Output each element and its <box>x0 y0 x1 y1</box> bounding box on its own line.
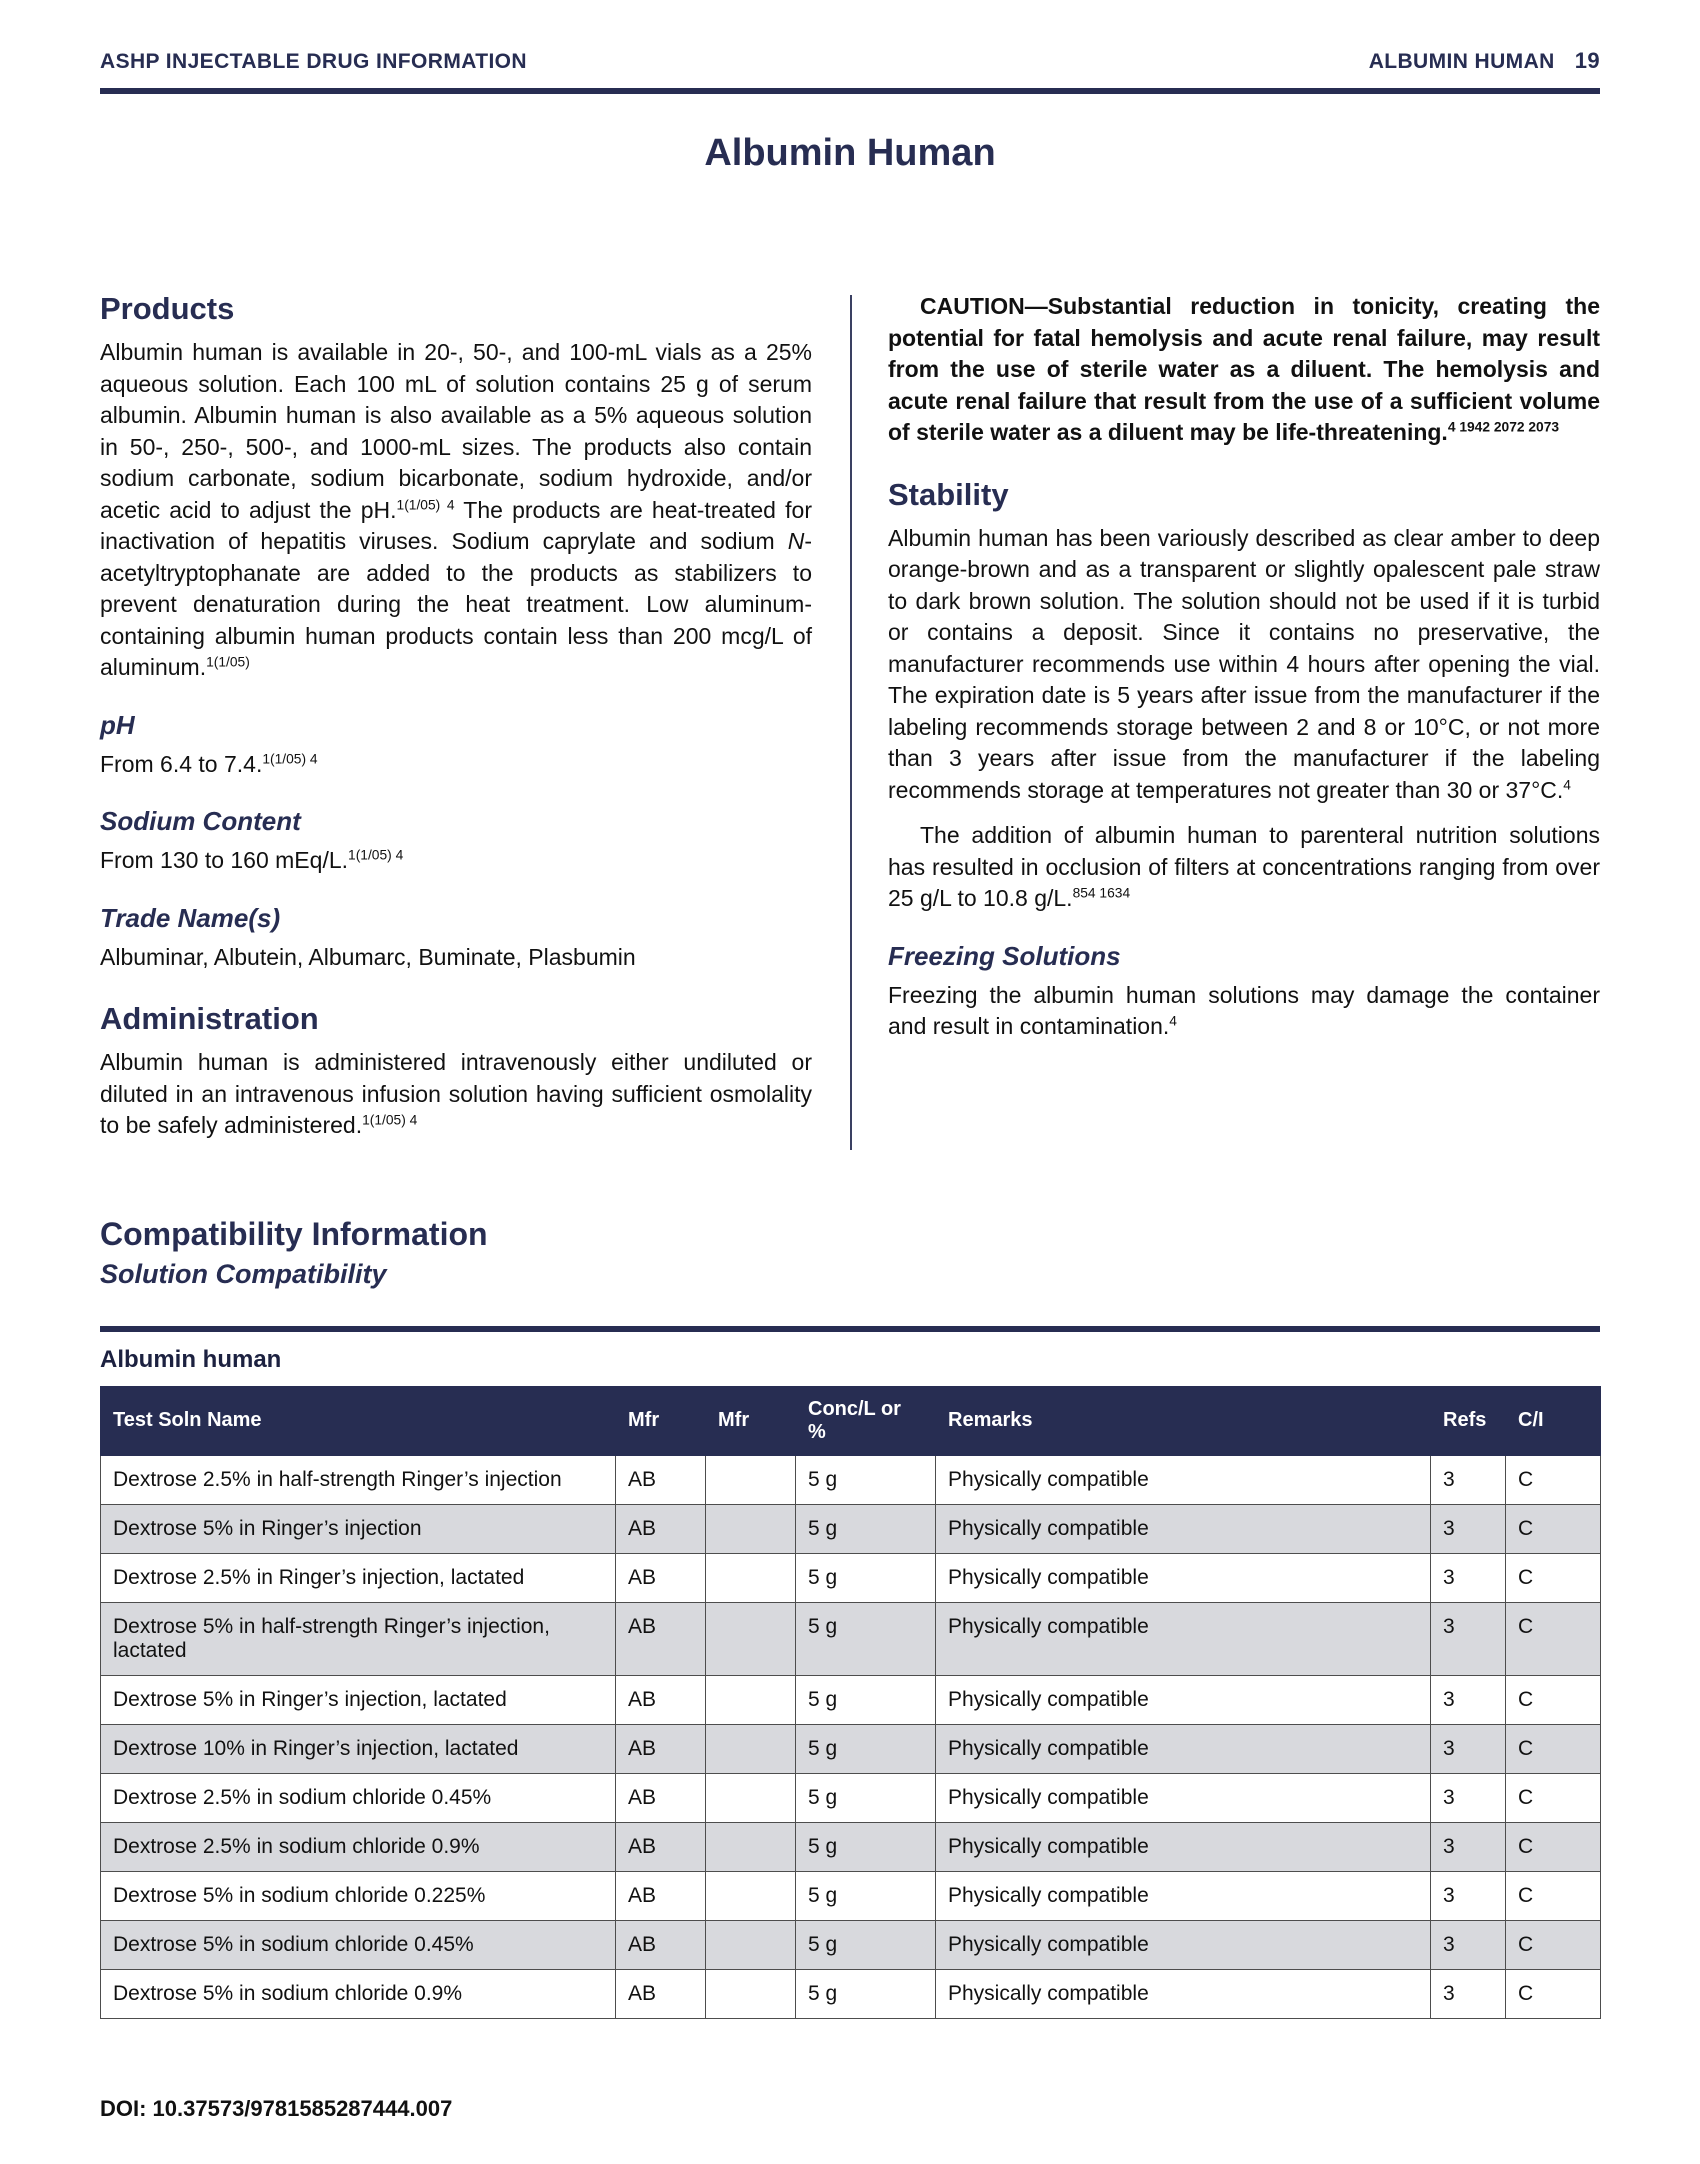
table-cell: AB <box>616 1602 706 1675</box>
table-body <box>101 1455 1601 2018</box>
table-cell: Physically compatible <box>936 1822 1431 1871</box>
table-cell <box>706 1504 796 1553</box>
table-cell: 3 <box>1431 1602 1506 1675</box>
table-cell <box>706 1602 796 1675</box>
table-cell: Physically compatible <box>936 1455 1431 1504</box>
table-cell <box>706 1920 796 1969</box>
left-column <box>100 291 812 1150</box>
stability-paragraph-2: The addition of albumin human to parenteral nutrition solutions has resulted in occlusion of filters at concentrations ranging from over 25 g/L to 10.8 g/L.$^{854 1634}$ <box>888 822 1600 911</box>
table-cell: C <box>1506 1602 1601 1675</box>
compatibility-heading: Compatibility Information <box>100 1215 488 1252</box>
table-cell: C <box>1506 1920 1601 1969</box>
table-cell: 3 <box>1431 1455 1506 1504</box>
table-cell: 3 <box>1431 1675 1506 1724</box>
table-cell: 5 g <box>796 1455 936 1504</box>
table-cell <box>706 1822 796 1871</box>
table-label: Albumin human <box>100 1345 282 1373</box>
table-cell: C <box>1506 1969 1601 2018</box>
table-cell: 3 <box>1431 1773 1506 1822</box>
table-cell <box>706 1553 796 1602</box>
table-cell: 3 <box>1431 1969 1506 2018</box>
table-cell: C <box>1506 1675 1601 1724</box>
table-cell: AB <box>616 1724 706 1773</box>
column-header-3: Conc/L or % <box>796 1386 936 1455</box>
table-cell <box>706 1455 796 1504</box>
table-cell: 3 <box>1431 1871 1506 1920</box>
table-row <box>101 1773 1601 1822</box>
administration-paragraph: Albumin human is administered intravenously either undiluted or diluted in an intravenous infusion solution having sufficient osmolality to be safely administered.$^{1(1/05) 4}$ <box>100 1049 812 1138</box>
table-cell: C <box>1506 1724 1601 1773</box>
table-cell: C <box>1506 1553 1601 1602</box>
column-header-2: Mfr <box>706 1386 796 1455</box>
products-heading: Products <box>100 291 235 326</box>
table-cell: AB <box>616 1773 706 1822</box>
table-cell: AB <box>616 1871 706 1920</box>
table-row <box>101 1504 1601 1553</box>
table-cell: Physically compatible <box>936 1773 1431 1822</box>
table-row <box>101 1822 1601 1871</box>
table-cell: C <box>1506 1773 1601 1822</box>
table-cell: Physically compatible <box>936 1675 1431 1724</box>
table-cell: Dextrose 2.5% in Ringer’s injection, lactated <box>101 1553 616 1602</box>
table-row <box>101 1553 1601 1602</box>
solution-compatibility-subheading: Solution Compatibility <box>100 1258 387 1289</box>
header-rule <box>100 88 1600 94</box>
administration-heading: Administration <box>100 1001 319 1036</box>
table-row <box>101 1455 1601 1504</box>
products-paragraph: Albumin human is available in 20-, 50-, and 100-mL vials as a 25% aqueous solution. Each 100 mL of solution contains 25 g of serum albumin. Albumin human is also available as a 5% aqueous solution in 50-, 250-, 500-, and 1000-mL sizes. The products also contain sodium carbonate, sodium bicarbonate, sodium hydroxide, and/or acetic acid to adjust the pH.$^{1(1/05) 4}$ The products are heat-treated for inactivation of hepatitis viruses. Sodium caprylate and sodium N-acetyltryptophanate are added to the products as stabilizers to prevent denaturation during the heat treatment. Low aluminum-containing albumin human products contain less than 200 mcg/L of aluminum.$^{1(1/05)}$ <box>100 339 812 680</box>
table-cell: 3 <box>1431 1504 1506 1553</box>
table-cell: AB <box>616 1553 706 1602</box>
table-cell: AB <box>616 1504 706 1553</box>
stability-heading: Stability <box>888 476 1009 512</box>
table-cell: Dextrose 5% in sodium chloride 0.45% <box>101 1920 616 1969</box>
table-row <box>101 1969 1601 2018</box>
doi-footer: DOI: 10.37573/9781585287444.007 <box>100 2096 453 2121</box>
caution-paragraph: CAUTION—Substantial reduction in tonicity, creating the potential for fatal hemolysis and acute renal failure, may result from the use of sterile water as a diluent. The hemolysis and acute renal failure that result from the use of a sufficient volume of sterile water as a diluent may be life-threatening.$^{4 1942 2072 2073}$ <box>888 293 1600 445</box>
table-row <box>101 1602 1601 1675</box>
table-cell: 3 <box>1431 1822 1506 1871</box>
table-cell: Physically compatible <box>936 1504 1431 1553</box>
table-cell: Physically compatible <box>936 1724 1431 1773</box>
table-cell: Dextrose 5% in sodium chloride 0.9% <box>101 1969 616 2018</box>
table-cell: 5 g <box>796 1871 936 1920</box>
header-left: ASHP INJECTABLE DRUG INFORMATION <box>100 50 527 73</box>
table-cell: AB <box>616 1969 706 2018</box>
column-header-6: C/I <box>1506 1386 1601 1455</box>
table-cell: 5 g <box>796 1822 936 1871</box>
table-cell: Dextrose 5% in half-strength Ringer’s injection, lactated <box>101 1602 616 1675</box>
table-cell: Dextrose 10% in Ringer’s injection, lactated <box>101 1724 616 1773</box>
table-cell: 5 g <box>796 1724 936 1773</box>
table-cell: Physically compatible <box>936 1553 1431 1602</box>
table-cell: 5 g <box>796 1553 936 1602</box>
right-column <box>888 291 1600 1150</box>
trade-names-paragraph: Albuminar, Albutein, Albumarc, Buminate, Plasbumin <box>100 943 636 970</box>
table-cell: 3 <box>1431 1553 1506 1602</box>
table-cell: Dextrose 5% in sodium chloride 0.225% <box>101 1871 616 1920</box>
table-cell: Physically compatible <box>936 1602 1431 1675</box>
table-cell: Dextrose 5% in Ringer’s injection, lactated <box>101 1675 616 1724</box>
sodium-content-paragraph: From 130 to 160 mEq/L.$^{1(1/05) 4}$ <box>100 847 404 873</box>
table-cell: 3 <box>1431 1920 1506 1969</box>
table-row <box>101 1675 1601 1724</box>
sodium-content-heading: Sodium Content <box>100 806 301 836</box>
table-cell <box>706 1675 796 1724</box>
stability-paragraph-1: Albumin human has been variously described as clear amber to deep orange-brown and as a transparent or slightly opalescent pale straw to dark brown solution. The solution should not be used if it is turbid or contains a deposit. Since it contains no preservative, the manufacturer recommends use within 4 hours after opening the vial. The expiration date is 5 years after issue from the manufacturer if the labeling recommends storage between 2 and 8 or 10°C, or not more than 3 years after issue from the manufacturer if the labeling recommends storage at temperatures not greater than 30 or 37°C.$^4$ <box>888 524 1600 803</box>
table-cell: AB <box>616 1455 706 1504</box>
table-cell: 5 g <box>796 1920 936 1969</box>
table-cell: AB <box>616 1920 706 1969</box>
table-cell: AB <box>616 1822 706 1871</box>
table-cell: 5 g <box>796 1504 936 1553</box>
table-cell: 5 g <box>796 1675 936 1724</box>
table-row <box>101 1871 1601 1920</box>
freezing-solutions-paragraph: Freezing the albumin human solutions may damage the container and result in contamination.$^4$ <box>888 981 1600 1039</box>
table-cell: Physically compatible <box>936 1871 1431 1920</box>
page-title: Albumin Human <box>704 132 996 174</box>
table-cell: Dextrose 2.5% in half-strength Ringer’s injection <box>101 1455 616 1504</box>
table-cell <box>706 1773 796 1822</box>
table-cell <box>706 1871 796 1920</box>
table-cell: C <box>1506 1455 1601 1504</box>
table-cell: 5 g <box>796 1602 936 1675</box>
ph-paragraph: From 6.4 to 7.4.$^{1(1/05) 4}$ <box>100 750 318 777</box>
table-cell: Physically compatible <box>936 1969 1431 2018</box>
running-header <box>100 48 1600 74</box>
table-header-row <box>101 1386 1601 1455</box>
column-divider <box>850 295 852 1150</box>
table-cell: C <box>1506 1822 1601 1871</box>
table-cell: Physically compatible <box>936 1920 1431 1969</box>
table-cell: Dextrose 2.5% in sodium chloride 0.9% <box>101 1822 616 1871</box>
solution-compatibility-table <box>100 1386 1601 2019</box>
page-number: 19 <box>1574 48 1600 73</box>
table-cell: C <box>1506 1504 1601 1553</box>
column-header-1: Mfr <box>616 1386 706 1455</box>
table-cell <box>706 1969 796 2018</box>
ph-heading: pH <box>100 709 135 740</box>
table-cell: 5 g <box>796 1773 936 1822</box>
freezing-solutions-heading: Freezing Solutions <box>888 940 1121 971</box>
header-right <box>1369 48 1600 74</box>
header-drug-name: ALBUMIN HUMAN <box>1368 50 1555 73</box>
table-cell: Dextrose 2.5% in sodium chloride 0.45% <box>101 1773 616 1822</box>
table-cell: Dextrose 5% in Ringer’s injection <box>101 1504 616 1553</box>
table-cell <box>706 1724 796 1773</box>
table-cell: 5 g <box>796 1969 936 2018</box>
trade-names-heading: Trade Name(s) <box>100 902 281 933</box>
table-cell: 3 <box>1431 1724 1506 1773</box>
column-header-4: Remarks <box>936 1386 1431 1455</box>
table-row <box>101 1920 1601 1969</box>
table-cell: AB <box>616 1675 706 1724</box>
two-column-body <box>100 291 1600 1150</box>
column-header-0: Test Soln Name <box>101 1386 616 1455</box>
column-header-5: Refs <box>1431 1386 1506 1455</box>
table-cell: C <box>1506 1871 1601 1920</box>
table-row <box>101 1724 1601 1773</box>
